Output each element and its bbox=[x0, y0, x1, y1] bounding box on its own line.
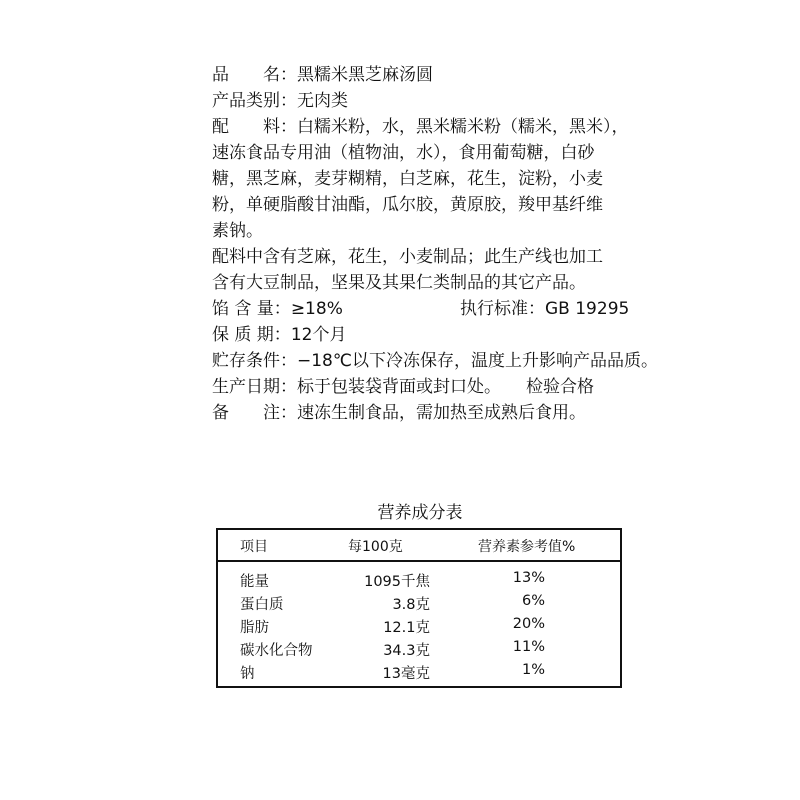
nutrient-amount: 34.3克 bbox=[383, 643, 430, 659]
standard-value: GB 19295 bbox=[545, 299, 630, 319]
ingredients-line bbox=[212, 140, 632, 166]
allergen-text: 配料中含有芝麻，花生，小麦制品；此生产线也加工 bbox=[212, 247, 603, 267]
allergen-line bbox=[212, 270, 632, 296]
header-per100: 每100克 bbox=[348, 539, 403, 555]
storage-label: 贮存条件： bbox=[212, 351, 297, 371]
nutrition-table-title: 营养成分表 bbox=[377, 503, 463, 523]
ingredients-line bbox=[212, 192, 632, 218]
table-row bbox=[218, 662, 620, 685]
allergen-text: 含有大豆制品，坚果及其果仁类制品的其它产品。 bbox=[212, 273, 586, 293]
nutrient-name: 钠 bbox=[240, 666, 255, 682]
nutrition-table bbox=[216, 528, 622, 688]
category-line bbox=[212, 88, 632, 114]
filling-label: 馅 含 量： bbox=[212, 299, 291, 319]
filling-standard-line bbox=[212, 296, 632, 322]
remarks-line bbox=[212, 400, 632, 426]
product-name: 黑糯米黑芝麻汤圆 bbox=[297, 65, 433, 85]
category-value: 无肉类 bbox=[297, 91, 348, 111]
filling-value: ≥18% bbox=[290, 299, 343, 319]
ingredients-line bbox=[212, 114, 632, 140]
nutrient-nrv: 13% bbox=[512, 570, 545, 586]
ingredients-line bbox=[212, 166, 632, 192]
remarks-label: 备 注： bbox=[212, 403, 297, 423]
nutrition-table-header bbox=[218, 530, 620, 562]
nutrient-name: 碳水化合物 bbox=[240, 643, 313, 659]
nutrient-name: 能量 bbox=[240, 574, 269, 590]
nutrient-nrv: 20% bbox=[512, 616, 545, 632]
inspection-passed: 检验合格 bbox=[526, 377, 594, 397]
nutrient-amount: 3.8克 bbox=[392, 597, 430, 613]
table-row bbox=[218, 616, 620, 639]
production-date-label: 生产日期： bbox=[212, 377, 297, 397]
allergen-line bbox=[212, 244, 632, 270]
ingredients-text: 速冻食品专用油（植物油，水），食用葡萄糖，白砂 bbox=[212, 143, 595, 163]
shelf-life-value: 12个月 bbox=[290, 325, 347, 345]
remarks-value: 速冻生制食品，需加热至成熟后食用。 bbox=[297, 403, 586, 423]
ingredients-text: 糖，黑芝麻，麦芽糊精，白芝麻，花生，淀粉，小麦 bbox=[212, 169, 603, 189]
table-row bbox=[218, 593, 620, 616]
nutrient-nrv: 11% bbox=[512, 639, 545, 655]
shelf-life-label: 保 质 期： bbox=[212, 325, 291, 345]
ingredients-text: 素钠。 bbox=[212, 221, 263, 241]
nutrient-name: 脂肪 bbox=[240, 620, 269, 636]
product-name-label: 品 名： bbox=[212, 65, 297, 85]
ingredients-line bbox=[212, 218, 632, 244]
nutrient-amount: 13毫克 bbox=[382, 666, 430, 682]
table-row bbox=[218, 570, 620, 593]
ingredients-text: 白糯米粉，水，黑米糯米粉（糯米，黑米）， bbox=[297, 117, 629, 137]
production-date-value: 标于包装袋背面或封口处。 bbox=[297, 377, 501, 397]
production-date-line bbox=[212, 374, 632, 400]
category-label: 产品类别： bbox=[212, 91, 297, 111]
nutrient-amount: 1095千焦 bbox=[364, 574, 430, 590]
nutrient-name: 蛋白质 bbox=[240, 597, 284, 613]
storage-line bbox=[212, 348, 658, 374]
standard-label: 执行标准： bbox=[460, 299, 545, 319]
ingredients-label: 配 料： bbox=[212, 117, 297, 137]
nutrient-amount: 12.1克 bbox=[383, 620, 430, 636]
standard-block bbox=[460, 296, 629, 322]
table-row bbox=[218, 639, 620, 662]
nutrient-nrv: 1% bbox=[521, 662, 545, 678]
header-nrv: 营养素参考值% bbox=[478, 539, 576, 555]
ingredients-text: 粉，单硬脂酸甘油酯，瓜尔胶，黄原胶，羧甲基纤维 bbox=[212, 195, 603, 215]
nutrition-table-body bbox=[218, 570, 620, 685]
product-name-line bbox=[212, 62, 632, 88]
nutrient-nrv: 6% bbox=[521, 593, 545, 609]
shelf-life-line bbox=[212, 322, 632, 348]
header-item: 项目 bbox=[240, 539, 268, 555]
storage-value: −18℃以下冷冻保存，温度上升影响产品品质。 bbox=[297, 351, 658, 371]
product-label bbox=[212, 62, 658, 426]
